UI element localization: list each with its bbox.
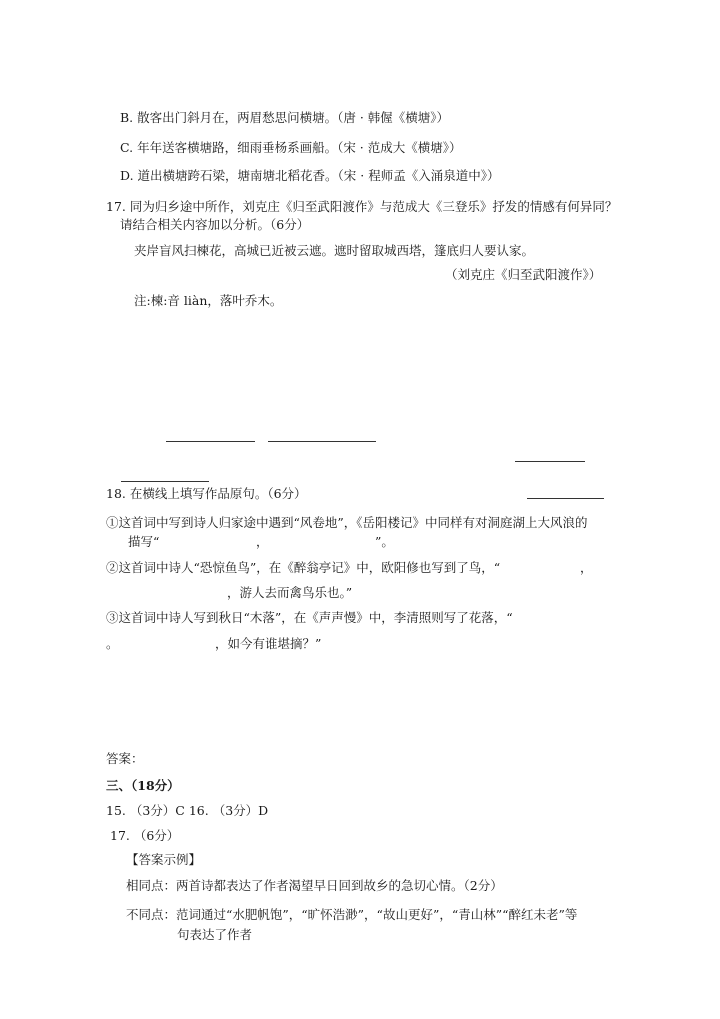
q18-item2-line2: ，游人去而禽鸟乐也。” <box>227 585 353 600</box>
q18-item3-line1: ③这首词中诗人写到秋日“木落”，在《声声慢》中，李清照则写了花落，“ <box>106 610 513 625</box>
answers-q17: 17. （6分） <box>110 828 180 843</box>
q17-line1: 17. 同为归乡途中所作，刘克庄《归至武阳渡作》与范成大《三登乐》抒发的情感有何异同？ <box>106 199 618 214</box>
q17-poem: 夹岸盲风扫楝花，高城已近被云遮。遮时留取城西塔，篷底归人要认家。 <box>134 243 535 258</box>
answer-line[interactable] <box>268 441 376 442</box>
q18-item1-comma: ， <box>256 534 269 549</box>
q17-source: （刘克庄《归至武阳渡作》） <box>445 267 602 282</box>
answers-section: 三、（18分） <box>106 778 180 793</box>
answers-diff-line1: 不同点：范词通过“水肥帆饱”，“旷怀浩渺”，“故山更好”，“青山林”“醉红未老”等 <box>126 907 578 922</box>
answer-line[interactable] <box>527 498 604 499</box>
q18-item1-close: ”。 <box>375 534 394 549</box>
q18-item1-line1: ①这首词中写到诗人归家途中遇到“风卷地”，《岳阳楼记》中同样有对洞庭湖上大风浪的 <box>106 515 588 530</box>
q18-item2-comma: ， <box>580 560 593 575</box>
q17-note: 注:楝:音 liàn，落叶乔木。 <box>134 293 283 308</box>
option-c: C. 年年送客横塘路，细雨垂杨系画船。（宋 · 范成大《横塘》） <box>120 140 462 155</box>
answers-example: 【答案示例】 <box>126 852 202 867</box>
q17-line2: 请结合相关内容加以分析。（6分） <box>120 217 310 232</box>
q18-item2-line1: ②这首词中诗人“恐惊鱼鸟”，在《醉翁亭记》中，欧阳修也写到了鸟，“ <box>106 560 501 575</box>
option-b: B. 散客出门斜月在，两眉愁思问横塘。（唐 · 韩偓《横塘》） <box>120 110 450 125</box>
answers-q15-16: 15. （3分）C 16. （3分）D <box>106 803 269 818</box>
answer-line[interactable] <box>121 481 209 482</box>
answers-diff-line2: 句表达了作者 <box>177 927 253 942</box>
answer-line[interactable] <box>166 441 255 442</box>
q18-title: 18. 在横线上填写作品原句。（6分） <box>106 486 307 501</box>
q18-item3-dot: 。 <box>106 636 119 651</box>
q18-item3-line2: ，如今有谁堪摘？” <box>215 636 322 651</box>
answers-same: 相同点：两首诗都表达了作者渴望早日回到故乡的急切心情。（2分） <box>126 878 503 893</box>
q18-item1-open: 描写“ <box>128 534 160 549</box>
option-d: D. 道出横塘跨石梁，塘南塘北稻花香。（宋 · 程师孟《入涌泉道中》） <box>120 168 500 183</box>
answer-line[interactable] <box>515 461 585 462</box>
answers-label: 答案： <box>106 751 144 766</box>
